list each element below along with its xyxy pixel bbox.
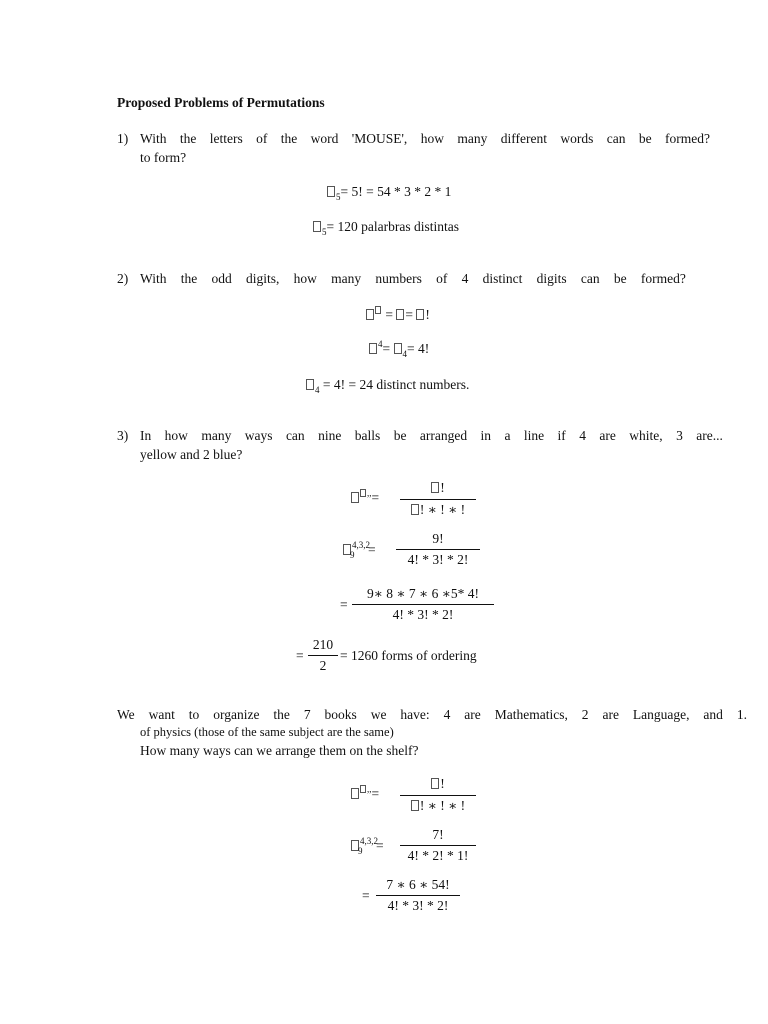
problem-1-number: 1) bbox=[117, 131, 129, 146]
denominator-text: ! ∗ ! ∗ ! bbox=[419, 798, 466, 813]
equation-text: = 120 palarbras distintas bbox=[326, 219, 459, 234]
p3-formula-4-lhs: = bbox=[296, 648, 304, 663]
word: words bbox=[560, 131, 594, 146]
word: in bbox=[480, 428, 492, 443]
equation-text: = 4! bbox=[407, 341, 430, 356]
symbol-placeholder bbox=[306, 379, 314, 390]
p3-formula-2-lhs bbox=[343, 542, 376, 558]
denominator-text: ! ∗ ! ∗ ! bbox=[419, 502, 466, 517]
word: the bbox=[179, 131, 197, 146]
superscript bbox=[360, 784, 372, 794]
symbol-placeholder bbox=[351, 492, 359, 503]
superscript: 4,3,2 bbox=[360, 836, 378, 846]
equation-text: = bbox=[405, 307, 413, 322]
problem-3-question-cont: yellow and 2 blue? bbox=[140, 447, 243, 462]
word: 4 bbox=[443, 707, 451, 722]
word: arranged bbox=[419, 428, 468, 443]
word: 2 bbox=[581, 707, 589, 722]
numerator-text: ! bbox=[440, 776, 445, 791]
word: Mathematics, bbox=[494, 707, 568, 722]
word: the bbox=[180, 271, 198, 286]
symbol-placeholder bbox=[411, 800, 419, 811]
word: can bbox=[285, 428, 305, 443]
equation-text: = bbox=[382, 341, 391, 356]
symbol-placeholder bbox=[360, 489, 366, 497]
word: to bbox=[188, 707, 200, 722]
numerator-text: ! bbox=[440, 480, 445, 495]
fraction-denominator: 2 bbox=[319, 658, 327, 673]
p3-formula-4-fraction bbox=[308, 636, 338, 678]
word: 3 bbox=[676, 428, 683, 443]
word: 1. bbox=[736, 707, 747, 722]
word: are bbox=[599, 428, 616, 443]
fraction-numerator bbox=[400, 776, 476, 792]
word: With bbox=[140, 271, 167, 286]
word: many bbox=[201, 428, 232, 443]
p4-formula-3-fraction bbox=[376, 876, 460, 918]
symbol-placeholder bbox=[313, 221, 321, 232]
word: balls bbox=[354, 428, 381, 443]
word: distinct bbox=[482, 271, 523, 286]
fraction-numerator: 7 ∗ 6 ∗ 54! bbox=[386, 877, 450, 892]
fraction-numerator bbox=[400, 480, 476, 496]
problem-2-question bbox=[140, 271, 686, 287]
p3-formula-3-fraction bbox=[352, 585, 494, 627]
fraction-bar bbox=[396, 549, 480, 550]
subscript: 4 bbox=[315, 385, 320, 395]
word: nine bbox=[318, 428, 342, 443]
equation-text: = 5! = 54 * 3 * 2 * 1 bbox=[340, 184, 452, 199]
word: can bbox=[606, 131, 626, 146]
word: many bbox=[331, 271, 362, 286]
symbol-placeholder bbox=[369, 343, 377, 354]
word: Language, bbox=[632, 707, 690, 722]
symbol-placeholder bbox=[394, 343, 402, 354]
problem-2-number: 2) bbox=[117, 271, 129, 286]
equals-sign: = bbox=[371, 786, 380, 801]
word: word bbox=[310, 131, 339, 146]
word: a bbox=[504, 428, 511, 443]
word: of bbox=[436, 271, 448, 286]
superscript: 4 bbox=[378, 339, 383, 349]
equation-text: = bbox=[385, 307, 393, 322]
symbol-placeholder bbox=[375, 306, 381, 314]
fraction-denominator: 4! * 3! * 2! bbox=[392, 607, 454, 622]
equals-sign: = bbox=[368, 542, 376, 557]
word: numbers bbox=[375, 271, 422, 286]
word: if bbox=[557, 428, 566, 443]
subscript: 9 bbox=[358, 846, 363, 856]
superscript: 4,3,2 bbox=[352, 540, 370, 550]
p3-formula-1-fraction bbox=[400, 478, 476, 520]
symbol-placeholder bbox=[366, 309, 374, 320]
problem-4-question bbox=[117, 707, 747, 723]
fraction-bar bbox=[400, 795, 476, 796]
problem-1-equation-1 bbox=[327, 184, 451, 200]
word: and bbox=[703, 707, 723, 722]
word: we bbox=[370, 707, 387, 722]
equals-sign: = bbox=[371, 490, 380, 505]
equals-sign: = bbox=[376, 838, 384, 853]
word: formed? bbox=[640, 271, 686, 286]
problem-4-question-cont-1: of physics (those of the same subject are the same) bbox=[140, 725, 394, 739]
symbol-placeholder bbox=[431, 778, 439, 789]
fraction-bar bbox=[400, 499, 476, 500]
fraction-numerator: 7! bbox=[432, 827, 444, 842]
word: different bbox=[500, 131, 547, 146]
problem-1-question bbox=[140, 131, 710, 147]
p3-formula-3-lhs: = bbox=[340, 597, 348, 612]
p3-formula-4-result: = 1260 forms of ordering bbox=[340, 648, 477, 663]
fraction-numerator: 9∗ 8 ∗ 7 ∗ 6 ∗5* 4! bbox=[366, 586, 480, 601]
fraction-denominator: 4! * 2! * 1! bbox=[407, 848, 469, 863]
word: We bbox=[117, 707, 135, 722]
word: white, bbox=[629, 428, 663, 443]
superscript bbox=[360, 488, 372, 498]
word: In bbox=[140, 428, 152, 443]
p4-formula-1-lhs bbox=[351, 786, 379, 802]
p3-formula-2-fraction bbox=[396, 530, 480, 572]
word: digits, bbox=[245, 271, 280, 286]
fraction-denominator bbox=[400, 502, 476, 518]
word: line bbox=[523, 428, 545, 443]
word: are bbox=[464, 707, 481, 722]
fraction-denominator: 4! * 3! * 2! bbox=[407, 552, 469, 567]
word: how bbox=[420, 131, 444, 146]
symbol-placeholder bbox=[360, 785, 366, 793]
p4-formula-2-fraction bbox=[400, 826, 476, 868]
word: formed? bbox=[665, 131, 710, 146]
page-title: Proposed Problems of Permutations bbox=[117, 95, 325, 110]
word: books bbox=[324, 707, 357, 722]
word: are bbox=[602, 707, 619, 722]
word: are... bbox=[696, 428, 723, 443]
word: digits bbox=[536, 271, 567, 286]
problem-1-question-cont: to form? bbox=[140, 150, 187, 165]
superscript-placeholder bbox=[375, 305, 382, 315]
p3-formula-1-lhs bbox=[351, 490, 379, 506]
superscript-text: ,, bbox=[367, 488, 372, 498]
symbol-placeholder bbox=[351, 788, 359, 799]
word: 4 bbox=[461, 271, 469, 286]
word: 'MOUSE', bbox=[351, 131, 408, 146]
word: be bbox=[613, 271, 627, 286]
problem-4-question-cont-2: How many ways can we arrange them on the shelf? bbox=[140, 743, 419, 758]
word: With bbox=[140, 131, 167, 146]
superscript-text: ,, bbox=[367, 784, 372, 794]
word: letters bbox=[209, 131, 243, 146]
fraction-bar bbox=[376, 895, 460, 896]
fraction-bar bbox=[308, 655, 338, 656]
fraction-bar bbox=[400, 845, 476, 846]
word: 7 bbox=[303, 707, 311, 722]
problem-2-equation-2 bbox=[369, 341, 429, 357]
word: many bbox=[457, 131, 488, 146]
problem-1-equation-2 bbox=[313, 219, 459, 235]
fraction-numerator: 9! bbox=[432, 531, 444, 546]
problem-3-question bbox=[140, 428, 723, 444]
word: organize bbox=[213, 707, 260, 722]
symbol-placeholder bbox=[431, 482, 439, 493]
p4-formula-3-lhs: = bbox=[362, 888, 370, 903]
fraction-denominator: 4! * 3! * 2! bbox=[387, 898, 449, 913]
word: of bbox=[256, 131, 268, 146]
problem-3-number: 3) bbox=[117, 428, 129, 443]
equation-text: ! bbox=[425, 307, 430, 322]
fraction-numerator: 210 bbox=[312, 637, 334, 652]
problem-2-equation-3 bbox=[306, 377, 469, 393]
symbol-placeholder bbox=[416, 309, 424, 320]
subscript: 4 bbox=[402, 349, 407, 359]
word: the bbox=[280, 131, 298, 146]
word: can bbox=[580, 271, 600, 286]
word: how bbox=[164, 428, 188, 443]
problem-2-equation-1 bbox=[366, 307, 430, 323]
word: be bbox=[393, 428, 407, 443]
subscript: 5 bbox=[322, 227, 327, 237]
word: 4 bbox=[579, 428, 586, 443]
subscript: 9 bbox=[350, 550, 355, 560]
symbol-placeholder bbox=[396, 309, 404, 320]
equation-text: = 4! = 24 distinct numbers. bbox=[322, 377, 470, 392]
word: odd bbox=[211, 271, 232, 286]
word: be bbox=[638, 131, 652, 146]
p4-formula-2-lhs bbox=[351, 838, 384, 854]
p4-formula-1-fraction bbox=[400, 774, 476, 816]
word: want bbox=[148, 707, 175, 722]
fraction-bar bbox=[352, 604, 494, 605]
subscript: 5 bbox=[336, 192, 341, 202]
word: the bbox=[273, 707, 290, 722]
fraction-denominator bbox=[400, 798, 476, 814]
symbol-placeholder bbox=[327, 186, 335, 197]
word: how bbox=[293, 271, 317, 286]
word: ways bbox=[244, 428, 273, 443]
word: have: bbox=[400, 707, 430, 722]
symbol-placeholder bbox=[411, 504, 419, 515]
